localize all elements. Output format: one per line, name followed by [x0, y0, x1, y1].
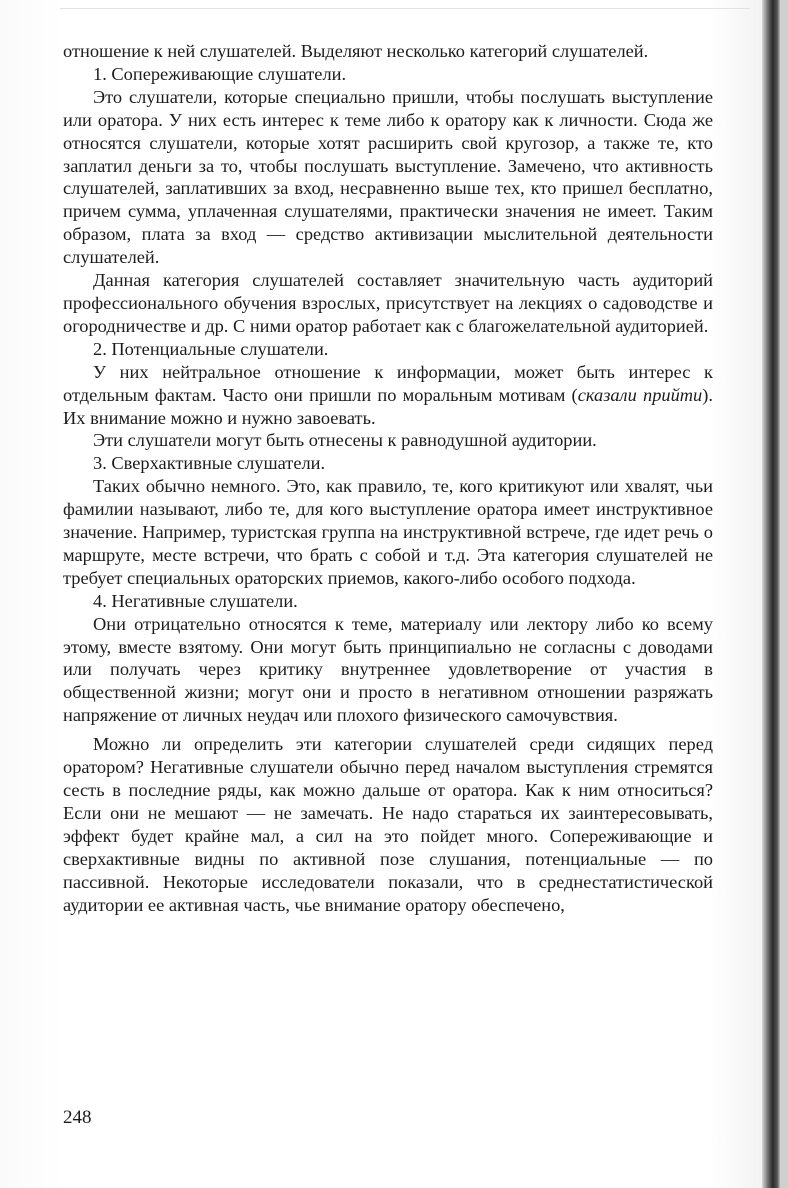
- intro-paragraph: отношение к ней слушателей. Выделяют несколько категорий слушателей.: [63, 41, 649, 61]
- category-heading-3: 3. Сверхактивные слушатели.: [93, 453, 326, 474]
- category-4-paragraph: Они отрицательно относятся к теме, материалу или лектору либо ко всему этому, вместе взятому. Они могут быть принципиально не согласны с доводами или получать через критику внутреннее удовлетворение от участия в общественной жизни; могут они и просто в негативном отношении разряжать напряжение от личных неудач или плохого физического самочувствия.: [63, 613, 713, 726]
- book-spine-shadow: [762, 0, 780, 1188]
- category-1-paragraph: Это слушатели, которые специально пришли, чтобы послушать выступление или оратора. У них есть интерес к теме либо к оратору как к личности. Сюда же относятся слушатели, которые хотят расширить свой кругозор, а также те, кто заплатил деньги за то, чтобы послушать выступление. Замечено, что активность слушателей, заплативших за вход, несравненно выше тех, кто пришел бесплатно, причем сумма, уплаченная слушателями, практически значения не имеет. Таким образом, плата за вход — средство активизации мыслительной деятельности слушателей.: [63, 86, 713, 268]
- category-2-paragraph-2: Эти слушатели могут быть отнесены к равнодушной аудитории.: [93, 430, 597, 451]
- closing-paragraph: Можно ли определить эти категории слушателей среди сидящих перед оратором? Негативные слушатели обычно перед началом выступления стремятся сесть в последние ряды, как можно дальше от оратора. Как к ним относиться? Если они не мешают — не замечать. Не надо стараться их заинтересовывать, эффект будет крайне мал, а сил на это пойдет много. Сопереживающие и сверхактивные видны по активной позе слушания, потенциальные — по пассивной. Некоторые исследователи показали, что в среднестатистической аудитории ее активная часть, чье внимание оратору обеспечено,: [63, 734, 713, 915]
- page-number: 248: [63, 1107, 92, 1128]
- page-top-edge: [60, 8, 750, 9]
- category-2-text-before: У них нейтральное отношение к информации, может быть интерес к отдельным фактам. Часто они пришли по моральным мотивам (: [63, 361, 713, 405]
- category-2-italic-phrase: сказали прийти: [577, 384, 703, 405]
- category-heading-1: 1. Сопереживающие слушатели.: [93, 63, 347, 84]
- category-heading-2: 2. Потенциальные слушатели.: [93, 338, 329, 359]
- body-text: [63, 40, 713, 916]
- category-2-text-after: ). Их внимание можно и нужно завоевать.: [63, 384, 713, 428]
- category-3-paragraph: Таких обычно немного. Это, как правило, те, кого критикуют или хвалят, чьи фамилии называют, либо те, для кого выступление оратора имеет инструктивное значение. Например, туристская группа на инструктивной встрече, где идет речь о маршруте, месте встречи, что брать с собой и т.д. Эта категория слушателей не требует специальных ораторских приемов, какого-либо особого подхода.: [63, 476, 713, 588]
- book-spine-edge: [780, 0, 788, 1188]
- category-1-paragraph-2: Данная категория слушателей составляет значительную часть аудиторий профессионального обучения взрослых, присутствует на лекциях о садоводстве и огородничестве и др. С ними оратор работает как с благожелательной аудиторией.: [63, 270, 713, 336]
- category-heading-4: 4. Негативные слушатели.: [93, 590, 298, 611]
- category-2-paragraph: [63, 361, 713, 430]
